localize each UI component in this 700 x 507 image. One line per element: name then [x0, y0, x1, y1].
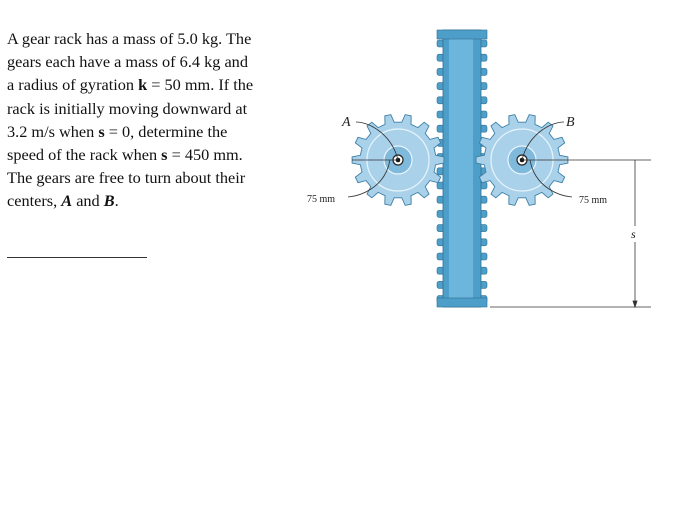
text: rack is initially moving downward at — [7, 98, 248, 118]
label-a: A — [342, 115, 351, 130]
text: 3.2 m/s when — [7, 121, 99, 141]
variable: s — [161, 145, 168, 165]
text: and — [72, 191, 104, 211]
dimension-s-label: s — [631, 227, 636, 241]
text: = 50 mm. If the — [147, 75, 254, 95]
variable: k — [138, 75, 148, 95]
variable: A — [61, 191, 73, 211]
label-b: B — [566, 115, 575, 130]
text: . — [114, 191, 119, 211]
text: The gears are free to turn about their — [7, 168, 246, 188]
text: centers, — [7, 191, 62, 211]
text: a radius of gyration — [7, 75, 139, 95]
variable: B — [103, 191, 115, 211]
radius-b-label: 75 mm — [579, 195, 608, 206]
gear-rack — [437, 30, 487, 307]
variable: s — [98, 121, 105, 141]
text: = 450 mm. — [167, 145, 243, 165]
text: = 0, determine the — [104, 121, 228, 141]
text: gears each have a mass of 6.4 kg and — [7, 52, 248, 72]
radius-a-label: 75 mm — [307, 194, 336, 205]
text: A gear rack has a mass of 5.0 kg. The — [7, 29, 252, 48]
text: speed of the rack when — [7, 145, 162, 165]
